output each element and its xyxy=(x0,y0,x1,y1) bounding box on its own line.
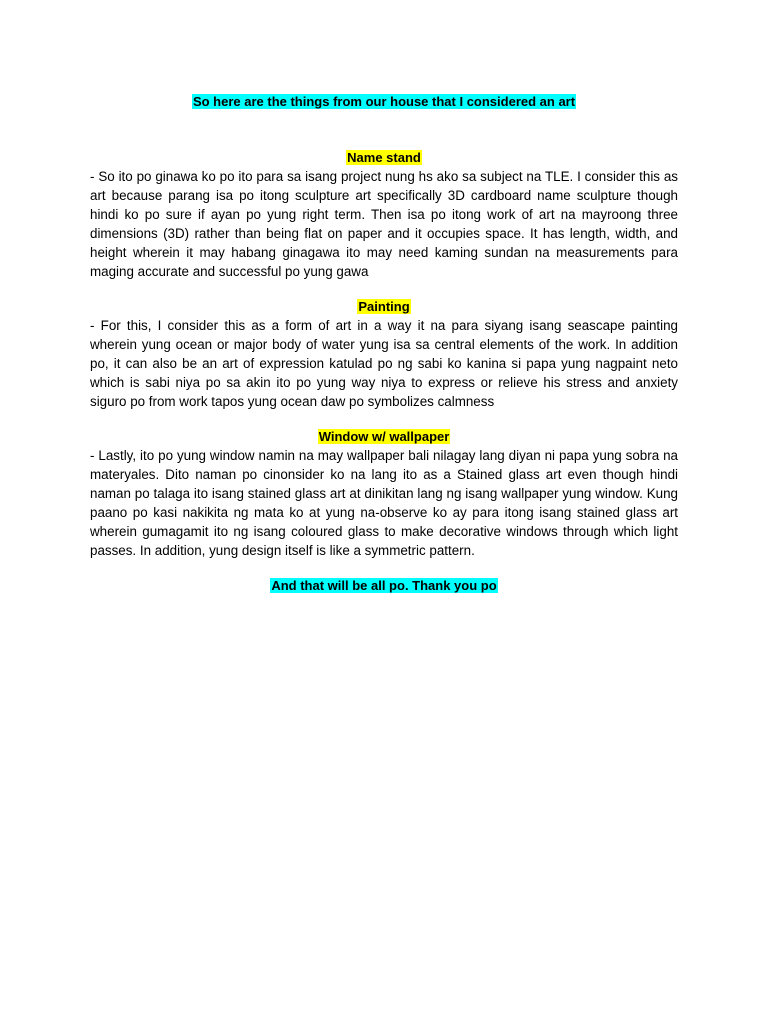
section-heading-row xyxy=(90,148,678,167)
section-body-window: - Lastly, ito po yung window namin na may wallpaper bali nilagay lang diyan ni papa yung sobra na materyales. Dito naman po cinonsider ko na lang ito as a Stained glass art even though hindi naman po talaga ito isang stained glass art at dinikitan lang ng isang wallpaper yung window. Kung paano po kasi nakikita ng mata ko at yung na-observe ko ay para itong isang stained glass art wherein gumagamit ito ng isang coloured glass to make decorative windows through which light passes. In addition, yung design itself is like a symmetric pattern. xyxy=(90,448,678,558)
section-heading-painting: Painting xyxy=(358,299,410,314)
closing-line: And that will be all po. Thank you po xyxy=(271,578,497,593)
intro-title-row xyxy=(90,92,678,111)
section-heading-window: Window w/ wallpaper xyxy=(318,429,450,444)
intro-title: So here are the things from our house that I considered an art xyxy=(192,94,576,109)
section-heading-row xyxy=(90,427,678,446)
section-body-painting: - For this, I consider this as a form of art in a way it na para siyang isang seascape painting wherein yung ocean or major body of water yung isa sa central elements of the work. In addition po, it can also be an art of expression katulad po ng sabi ko kanina si papa yung nagpaint neto which is sabi niya po sa akin ito po yung way niya to express or relieve his stress and anxiety siguro po from work tapos yung ocean daw po symbolizes calmness xyxy=(90,318,678,409)
section-heading-row xyxy=(90,297,678,316)
document-page xyxy=(90,92,678,595)
section-body-name-stand: - So ito po ginawa ko po ito para sa isang project nung hs ako sa subject na TLE. I consider this as art because parang isa po itong sculpture art specifically 3D cardboard name sculpture though hindi ko po sure if ayan po yung right term. Then isa po itong work of art na mayroong three dimensions (3D) rather than being flat on paper and it occupies space. It has length, width, and height wherein it may habang ginagawa ito may need kaming sundan na measurements para maging accurate and successful po yung gawa xyxy=(90,169,678,279)
section-heading-name-stand: Name stand xyxy=(347,150,421,165)
closing-row xyxy=(90,576,678,595)
